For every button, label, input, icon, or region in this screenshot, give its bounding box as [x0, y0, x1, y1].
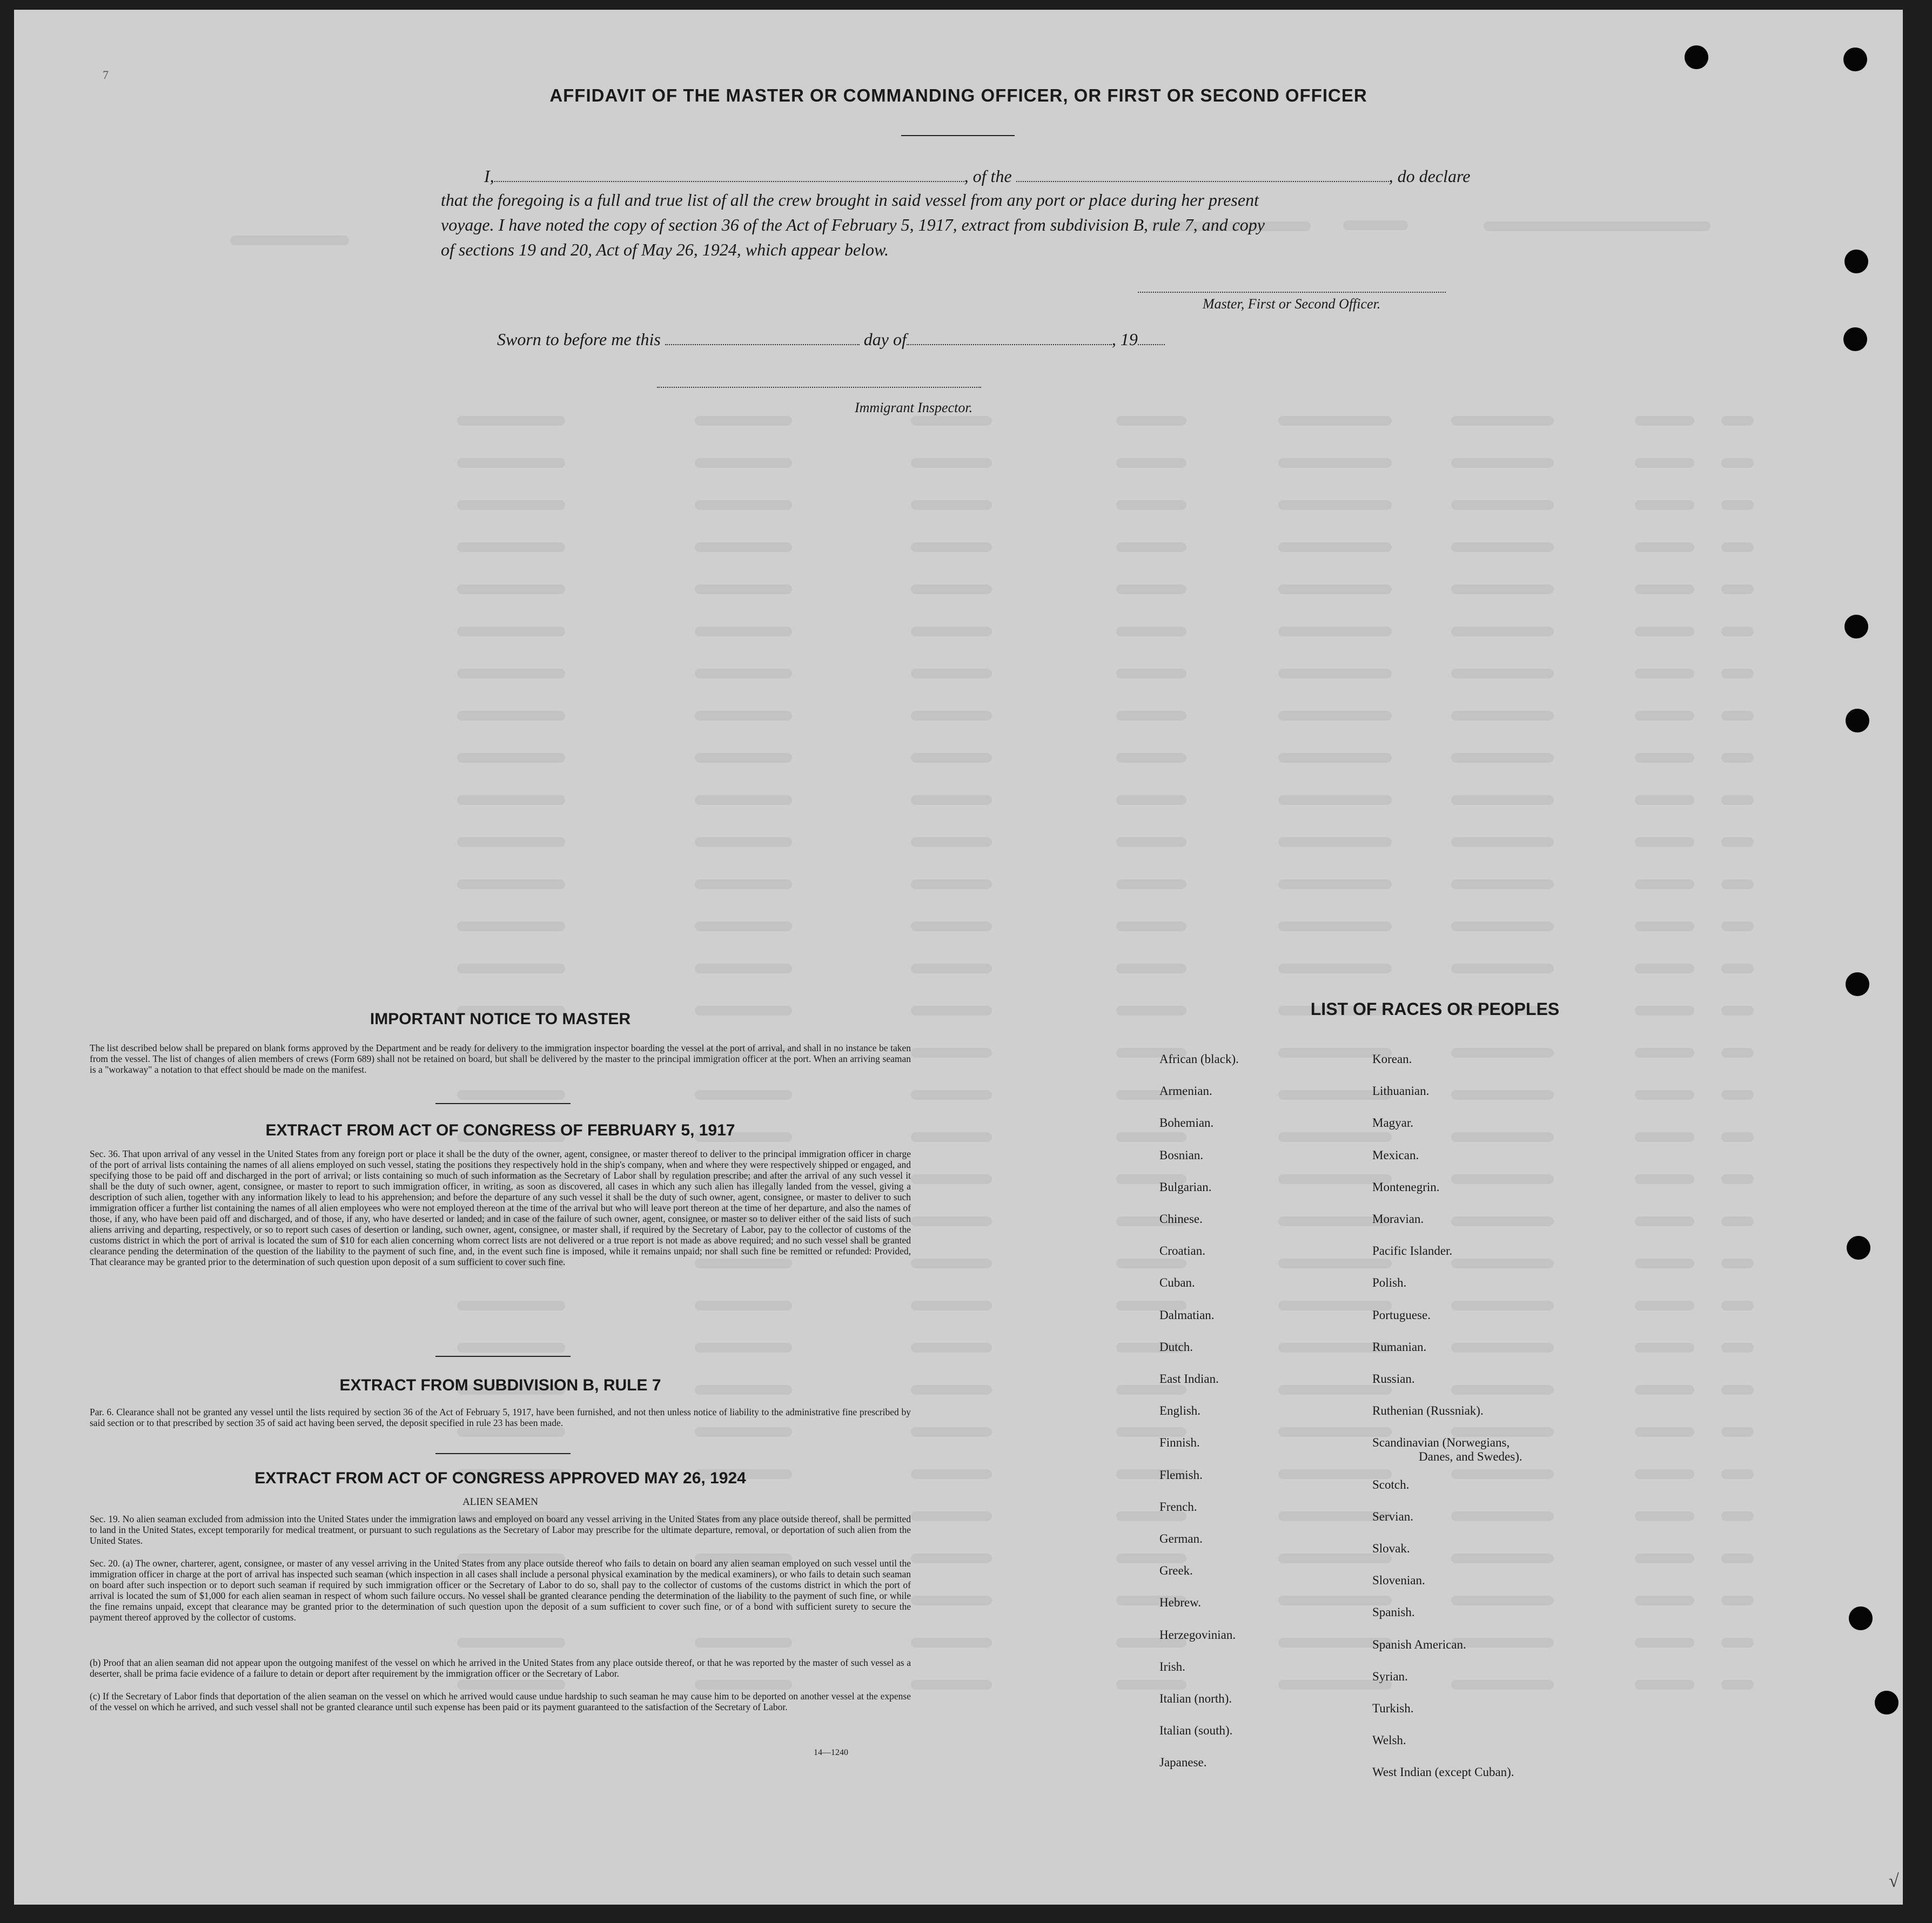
inspector-signature-field[interactable] [657, 375, 981, 388]
sworn-day-field[interactable] [665, 344, 860, 345]
race-col1-4: Bulgarian. [1159, 1180, 1212, 1194]
declarant-name-field[interactable] [494, 181, 964, 182]
race-col2-0: Korean. [1372, 1052, 1412, 1066]
affidavit-title: AFFIDAVIT OF THE MASTER OR COMMANDING OFFICER, OR FIRST OR SECOND OFFICER [549, 85, 1367, 105]
title-underline [901, 135, 1015, 136]
affidavit-line-3: voyage. I have noted the copy of section 36 of the Act of February 5, 1917, extract from subdivision B, rule 7, and copy [441, 215, 1265, 234]
sec20b-text: (b) Proof that an alien seaman did not appear upon the outgoing manifest of the vessel on which he arrived in the United States from any place outside thereof, or that he was reported by the master of such vessel as a deserter, shall be prima facie evidence of a failure to detain or deport after requirement by the immigration officer or the Secretary of Labor. [90, 1657, 911, 1679]
race-col2-11: Ruthenian (Russniak). [1372, 1404, 1484, 1417]
extract-1917-text: Sec. 36. That upon arrival of any vessel in the United States from any foreign port or place it shall be the duty of the owner, agent, consignee, or master thereof to deliver to the principal immigration officer in charge of the port of arrival lists containing the names of all aliens employed on such vessel, stating the positions they respectively hold in the ship's company, when and where they were respectively shipped or engaged, and specifying those to be paid off and discharged in the port of arrival; or lists containing so much of such information as the Secretary of Labor shall by regulation prescribe; and after the arrival of any such vessel it shall be the duty of such owner, agent, consignee, or master to report to such immigration officer, in writing, as soon as discovered, all cases in which any such alien has illegally landed from the vessel, giving a description of such alien, together with any information likely to lead to his apprehension; and before the departure of any such vessel it shall be the duty of such owner, agent, consignee, or master to deliver to such immigration officer a further list containing the names of all alien employees who were not employed thereon at the time of the arrival but who will leave port thereon at the time of her departure, and also the names of those, if any, who have been paid off and discharged, and of those, if any, who have deserted or landed; and in case of the failure of such owner, agent, consignee, or master so to deliver either of the said lists of such aliens arriving and departing, respectively, or so to report such cases of desertion or landing, such owner, agent, consignee, or master shall, if required by the Secretary of Labor, pay to the collector of customs of the customs district in which the port of arrival is located the sum of $10 for each alien concerning whom correct lists are not delivered or a true report is not made as above required; and no such vessel shall be granted clearance pending the determination of the question of the liability to the payment of such fine, and, in the event such fine is imposed, while it remains unpaid; nor shall such fine be remitted or refunded: Provided, That clearance may be granted prior to the determination of such question upon deposit of a sum sufficient to cover such fine. [90, 1148, 911, 1267]
race-col1-5: Chinese. [1159, 1212, 1203, 1226]
race-col2-19: Spanish American. [1372, 1638, 1466, 1651]
punch-hole [1846, 709, 1869, 732]
race-col1-13: Flemish. [1159, 1468, 1203, 1482]
race-col1-21: Italian (south). [1159, 1724, 1233, 1737]
race-col2-22: Welsh. [1372, 1733, 1406, 1747]
sworn-line [497, 330, 1165, 349]
race-col1-1: Armenian. [1159, 1084, 1212, 1098]
race-col1-18: Herzegovinian. [1159, 1628, 1236, 1642]
punch-hole [1844, 615, 1868, 638]
race-col2-14: Scotch. [1372, 1478, 1410, 1491]
race-col1-0: African (black). [1159, 1052, 1239, 1066]
rule7-title: EXTRACT FROM SUBDIVISION B, RULE 7 [339, 1376, 661, 1394]
document-page [14, 10, 1903, 1905]
race-col1-14: French. [1159, 1500, 1197, 1514]
race-col2-20: Syrian. [1372, 1670, 1408, 1683]
race-col2-7: Polish. [1372, 1276, 1407, 1289]
race-col1-7: Cuban. [1159, 1276, 1195, 1289]
sworn-year-field[interactable] [1138, 344, 1165, 345]
affidavit-line-4: of sections 19 and 20, Act of May 26, 1924, which appear below. [441, 240, 889, 259]
race-col2-3: Mexican. [1372, 1148, 1419, 1162]
master-signature-label: Master, First or Second Officer. [1203, 296, 1381, 312]
affidavit-line-2: that the foregoing is a full and true list of all the crew brought in said vessel from any port or place during her present [441, 190, 1259, 210]
sworn-year-prefix: , 19 [1111, 330, 1138, 349]
race-col2-6: Pacific Islander. [1372, 1244, 1453, 1258]
master-signature-field[interactable] [1138, 280, 1446, 293]
notice-title: IMPORTANT NOTICE TO MASTER [370, 1010, 631, 1028]
declarant-prefix: I, [484, 166, 494, 186]
punch-hole [1849, 1606, 1873, 1630]
race-col2-12: Scandinavian (Norwegians, [1372, 1436, 1510, 1449]
punch-hole [1843, 48, 1867, 71]
race-col1-8: Dalmatian. [1159, 1308, 1215, 1322]
race-col2-16: Slovak. [1372, 1542, 1410, 1555]
sworn-day-of: day of [863, 330, 907, 349]
sworn-prefix: Sworn to before me this [497, 330, 661, 349]
punch-hole [1843, 327, 1867, 351]
race-col2-23: West Indian (except Cuban). [1372, 1765, 1514, 1779]
extract-1917-title: EXTRACT FROM ACT OF CONGRESS OF FEBRUARY 5, 1917 [265, 1121, 735, 1139]
race-col2-21: Turkish. [1372, 1702, 1414, 1715]
race-col1-17: Hebrew. [1159, 1596, 1202, 1609]
race-col1-10: East Indian. [1159, 1372, 1219, 1386]
sworn-month-field[interactable] [907, 344, 1112, 345]
race-col1-9: Dutch. [1159, 1340, 1193, 1354]
race-col2-18: Spanish. [1372, 1605, 1415, 1619]
alien-seamen-subtitle: ALIEN SEAMEN [462, 1496, 538, 1508]
race-col1-3: Bosnian. [1159, 1148, 1204, 1162]
race-col1-15: German. [1159, 1532, 1203, 1545]
race-col2-17: Slovenian. [1372, 1574, 1425, 1587]
form-number: 14—1240 [814, 1748, 848, 1757]
race-col2-1: Lithuanian. [1372, 1084, 1430, 1098]
notice-text: The list described below shall be prepared on blank forms approved by the Department and be ready for delivery to the immigration inspector boarding the vessel at the port of arrival, and shall in no instance be taken from the vessel. The list of changes of alien members of crews (Form 689) shall not be retained on board, but shall be delivered by the master to the principal immigration officer at the port. When an arriving seaman is a "workaway" a notation to that effect should be made on the manifest. [90, 1043, 911, 1075]
section-divider [435, 1103, 571, 1104]
race-col2-13: Danes, and Swedes). [1419, 1450, 1522, 1463]
race-col2-5: Moravian. [1372, 1212, 1424, 1226]
race-col1-19: Irish. [1159, 1660, 1185, 1673]
race-col1-12: Finnish. [1159, 1436, 1200, 1449]
punch-hole [1846, 972, 1869, 996]
sec20a-text: Sec. 20. (a) The owner, charterer, agent, consignee, or master of any vessel arriving in the United States from any place outside thereof who fails to detain on board any alien seaman employed on such vessel until the immigration officer in charge at the port of arrival has inspected such seaman (which inspection in all cases shall include a personal physical examination by the medical examiners), or who fails to detain such seaman on board after such inspection or to deport such seaman if required by such immigration officer or the Secretary of Labor to do so, shall pay to the collector of customs of the customs district in which the port of arrival is located the sum of $1,000 for each alien seaman in respect of whom such failure occurs. No vessel shall be granted clearance pending the determination of the liability to the payment of such fine, or while the fine remains unpaid, except that clearance may be granted prior to the determination of such question upon the deposit of a sum sufficient to cover such fine, or of a bond with sufficient surety to secure the payment thereof approved by the collector of customs. [90, 1558, 911, 1623]
sec20c-text: (c) If the Secretary of Labor finds that deportation of the alien seaman on the vessel on which he arrived would cause undue hardship to such seaman he may cause him to be deported on another vessel at the expense of the vessel on which he arrived, and such vessel shall not be granted clearance until such expense has been paid or its payment guaranteed to the satisfaction of the Secretary of Labor. [90, 1691, 911, 1712]
race-col2-2: Magyar. [1372, 1116, 1414, 1129]
punch-hole [1844, 250, 1868, 273]
race-col1-6: Croatian. [1159, 1244, 1205, 1258]
races-title: LIST OF RACES OR PEOPLES [1310, 999, 1560, 1019]
race-col1-11: English. [1159, 1404, 1201, 1417]
affidavit-line-1 [484, 166, 1470, 186]
race-col1-16: Greek. [1159, 1564, 1193, 1577]
corner-check-mark: √ [1889, 1871, 1899, 1891]
inspector-signature-label: Immigrant Inspector. [855, 400, 973, 415]
extract-1924-title: EXTRACT FROM ACT OF CONGRESS APPROVED MAY 26, 1924 [254, 1469, 746, 1487]
punch-hole [1847, 1236, 1870, 1260]
race-col2-8: Portuguese. [1372, 1308, 1431, 1322]
punch-hole [1685, 45, 1708, 69]
vessel-name-field[interactable] [1016, 181, 1389, 182]
section-divider [435, 1356, 571, 1357]
rule7-text: Par. 6. Clearance shall not be granted any vessel until the lists required by section 36 of the Act of February 5, 1917, have been furnished, and not then unless notice of liability to the administrative fine prescribed by said section or to that prescribed by section 35 of said act having been served, the deposit specified in rule 23 has been made. [90, 1407, 911, 1428]
sec19-text: Sec. 19. No alien seaman excluded from admission into the United States under the immigration laws and employed on board any vessel arriving in the United States from any place outside thereof, shall be permitted to land in the United States, except temporarily for medical treatment, or pursuant to such regulations as the Secretary of Labor may prescribe for the ultimate departure, removal, or deportation of such alien from the United States. [90, 1514, 911, 1546]
page-marker: 7 [103, 68, 109, 82]
race-col1-2: Bohemian. [1159, 1116, 1214, 1129]
race-col2-9: Rumanian. [1372, 1340, 1427, 1354]
race-col2-4: Montenegrin. [1372, 1180, 1440, 1194]
section-divider [435, 1453, 571, 1454]
declare-suffix: , do declare [1388, 166, 1471, 186]
race-col1-22: Japanese. [1159, 1756, 1207, 1769]
race-col1-20: Italian (north). [1159, 1692, 1232, 1705]
race-col2-10: Russian. [1372, 1372, 1415, 1386]
punch-hole [1875, 1691, 1899, 1714]
race-col2-15: Servian. [1372, 1510, 1414, 1523]
vessel-prefix: , of the [964, 166, 1012, 186]
